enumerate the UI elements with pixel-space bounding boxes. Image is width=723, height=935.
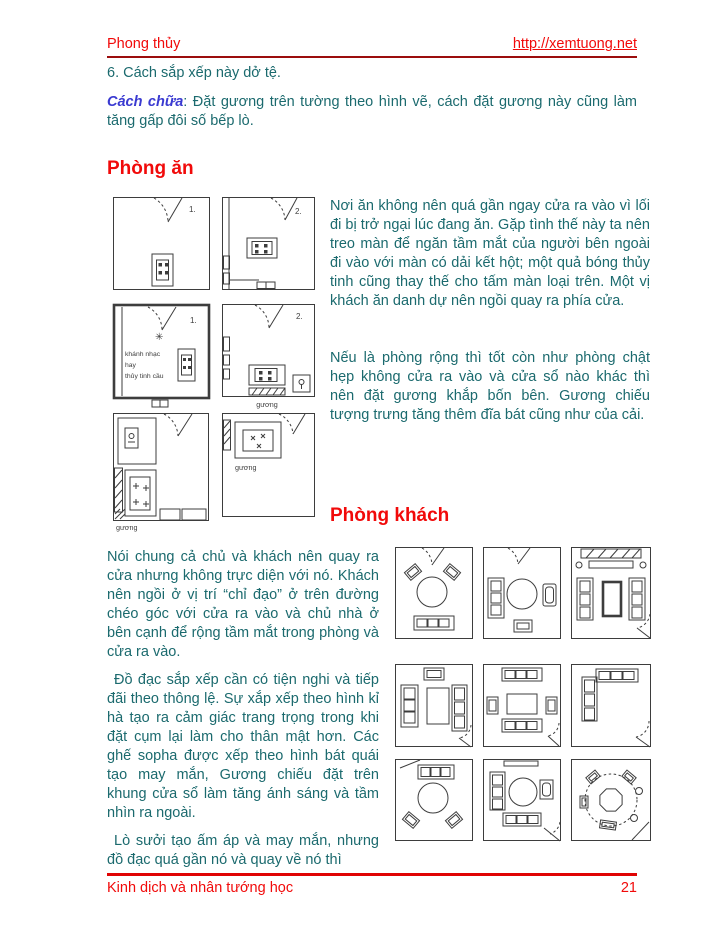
footer-book-title: Kinh dịch và nhân tướng học (107, 880, 294, 896)
cure-paragraph (107, 93, 637, 131)
svg-text:khánh nhạc: khánh nhạc (125, 351, 161, 358)
svg-text:gương: gương (116, 523, 138, 532)
living-diagram-9 (570, 758, 652, 842)
page-footer (107, 880, 637, 896)
living-diagram-1 (394, 546, 474, 640)
dining-diagram-grid (112, 196, 318, 534)
living-paragraph-1: Nói chung cả chủ và khách nên quay ra cửa nhưng không trực diện với nó. Khách nên ngồi ở vị trí “chỉ đạo” ở trên đường chéo góc với cửa ra vào và chủ nhà ở bên cạnh để rộng tầm mắt trong phòng và cửa ra vào. (107, 549, 379, 660)
living-text-column (107, 548, 379, 870)
dining-paragraph-2: Nếu là phòng rộng thì tốt còn như phòng chật hẹp không cửa ra vào và cửa sổ nào khác thì nên đặt gương khắp bốn bên. Gương chiếu tượng trưng tăng thêm đĩa bát cũng như của cải. (330, 350, 650, 423)
living-diagram-5 (482, 663, 562, 748)
header-rule (107, 56, 637, 58)
dining-paragraph-1: Nơi ăn không nên quá gần ngay cửa ra vào vì lối đi bị trở ngại lúc đang ăn. Gặp tình thế này ta nên treo màn để ngăn tầm mắt của người bên ngoài đi vào với màn có dải kết hột; một quả bóng thủy tinh cũng thay thế cho tấm màn loại trên. Một vị khách ăn danh dự nên ngồi quay ra phía cửa. (330, 198, 650, 309)
dining-diagram-2 (221, 196, 316, 291)
dining-diagram-6 (221, 412, 316, 522)
dining-heading: Phòng ăn (107, 158, 194, 179)
cure-text: : Đặt gương trên tường theo hình vẽ, cách đặt gương này cũng làm tăng gấp đôi số bếp lò. (107, 94, 637, 129)
cure-label: Cách chữa (107, 94, 184, 110)
living-paragraph-3: Lò sưởi tạo ấm áp và may mắn, nhưng đồ đạc quá gần nó và quay về nó thì (107, 833, 379, 868)
svg-text:gương: gương (235, 463, 257, 472)
site-link[interactable]: http://xemtuong.net (512, 36, 637, 52)
living-diagram-4 (394, 663, 474, 748)
svg-text:2.: 2. (295, 207, 302, 216)
living-diagram-6 (570, 663, 652, 748)
dining-diagram-4 (221, 303, 316, 411)
living-diagram-2 (482, 546, 562, 640)
living-diagram-7 (394, 758, 474, 842)
star-icon: ✳ (155, 332, 164, 343)
living-diagram-grid (394, 546, 654, 844)
svg-text:1.: 1. (189, 205, 196, 214)
page-number: 21 (620, 880, 637, 896)
dining-diagram-3 (112, 303, 211, 408)
svg-text:2.: 2. (296, 312, 303, 321)
footer-rule (107, 873, 637, 876)
living-diagram-3 (570, 546, 652, 640)
svg-text:1.: 1. (190, 316, 197, 325)
svg-text:thủy tinh cầu: thủy tinh cầu (125, 373, 164, 380)
svg-text:hay: hay (125, 362, 136, 369)
dining-text-column (330, 197, 650, 425)
intro-item-6: 6. Cách sắp xếp này dở tệ. (107, 65, 281, 81)
living-paragraph-2: Đồ đạc sắp xếp cần có tiện nghi và tiếp đãi theo thông lệ. Sự xắp xếp theo hình kỉ hà tạo ra cảm giác trang trọng trong khi đặt cụm lại làm cho thân mật hơn. Các ghế sopha được xếp theo hình bát quái tạo may mắn, Gương chiếu đặt trên khung cửa sổ làm tăng ánh sáng và tầm nhìn ra ngoài. (107, 672, 379, 821)
dining-diagram-1 (112, 196, 211, 291)
dining-diagram-5 (112, 412, 211, 532)
page-header (107, 36, 637, 52)
living-diagram-8 (482, 758, 562, 842)
living-heading: Phòng khách (330, 505, 450, 526)
doc-title: Phong thủy (107, 36, 181, 52)
svg-text:gương: gương (256, 400, 278, 409)
